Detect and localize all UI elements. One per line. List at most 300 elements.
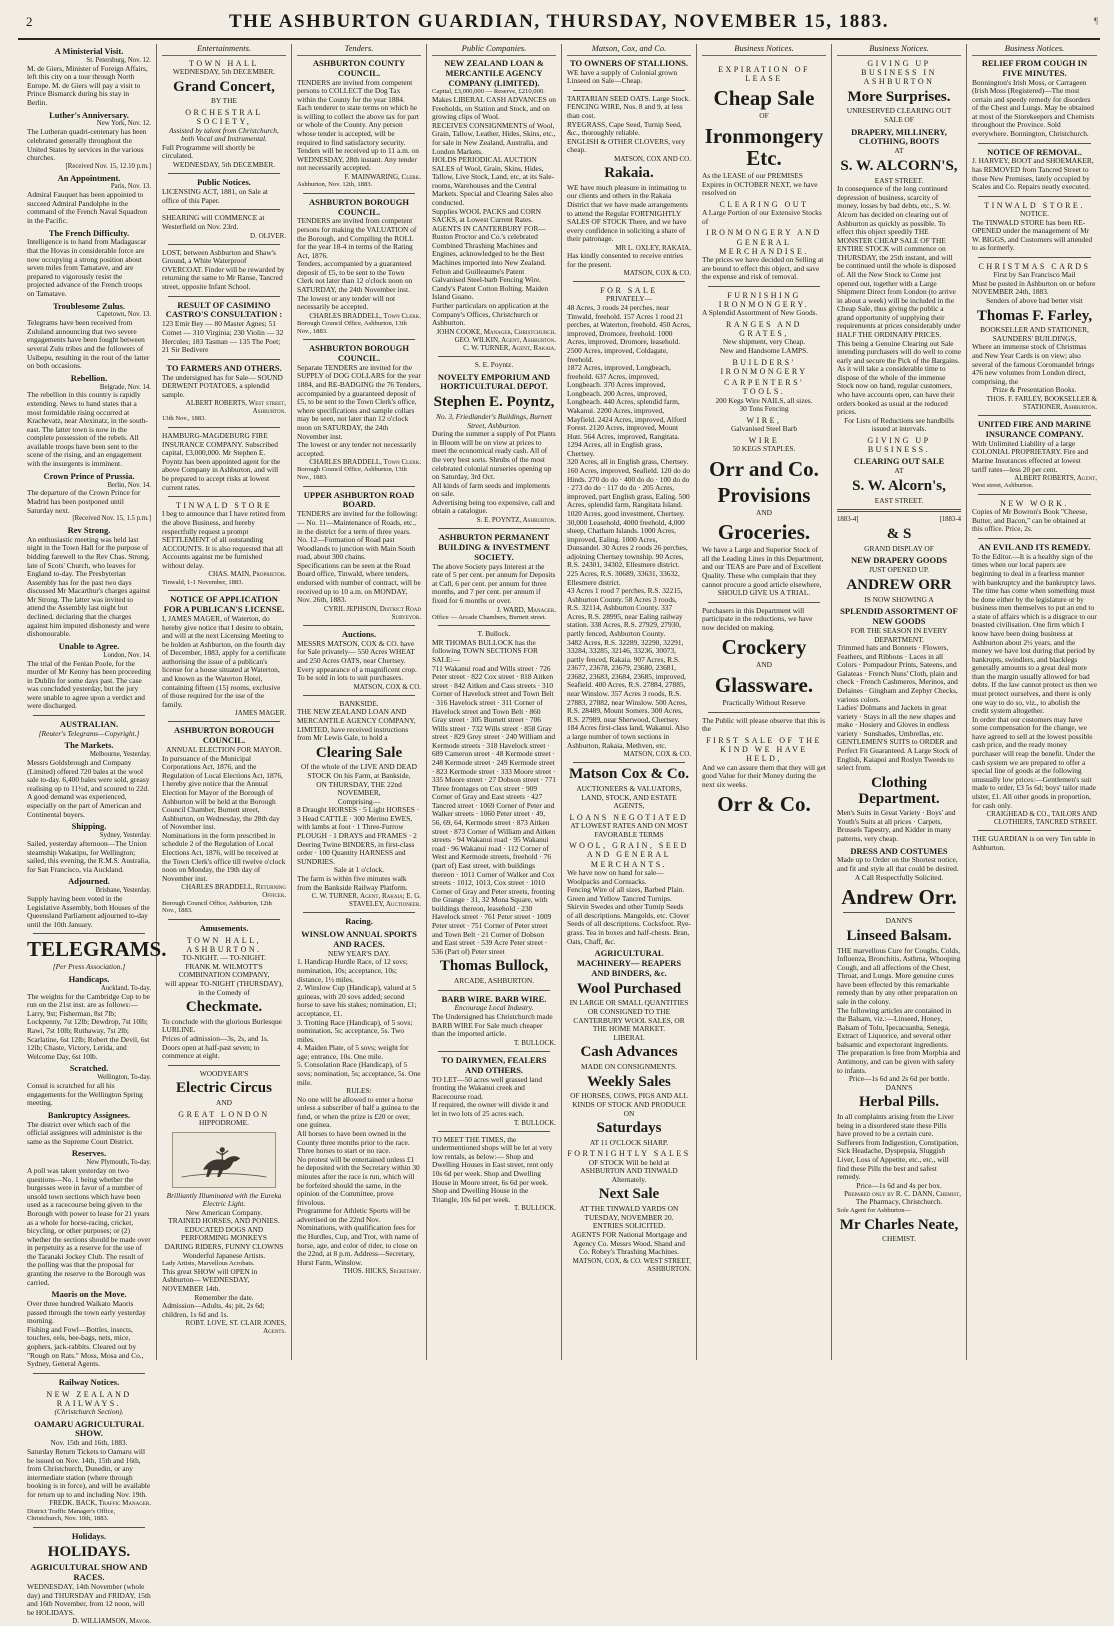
signature: MATSON, COX & CO. [353, 682, 421, 691]
centered-line: EAST STREET. [874, 175, 924, 185]
paragraph: HAMBURG-MAGDEBURG FIRE INSURANCE COMPANY. Subscribed capital, £3,000,000. Mr Stephen E. Poyntz has been appointed agent for the above Company in Ashburton, and will be prepared to accept risks at lowest current rates. [162, 431, 281, 492]
centered-line: DANN'S [885, 1082, 913, 1092]
paragraph: In all complaints arising from the Liver being in a disordered state these Pills have proved to be a certain cure. Sufferers from Indigestion, Constipation, Sick Headache, Dyspepsia, Sluggish Liver, Loss of Appetite, etc., etc., will find these Pills the best and safest remedy. [837, 1112, 959, 1182]
subheading: (Christchurch Section). [54, 1407, 124, 1417]
display-heading-large: Cheap Sale [713, 86, 815, 111]
paragraph: Purchasers in this Department will participate in the reductions, we have now decided on making. [702, 605, 813, 632]
centered-line: BOOKSELLER AND STATIONER, SAUNDERS' BUILDINGS, [980, 325, 1089, 343]
centered-line: BANKSIDE. [339, 698, 379, 708]
centered-line: AT [894, 146, 904, 156]
centered-line: PRIVATELY— [606, 294, 652, 304]
spaced-heading: LOANS NEGOTIATED [569, 812, 689, 822]
small-print: West street, Ashburton. [972, 482, 1034, 490]
paragraph: The above Society pays Interest at the rate of 5 per cent. per annum for Deposits at Call, 6 per cent. per annum for three months, and 7 per cent. per annum if fixed for 6 months or over. [432, 561, 556, 605]
dateline: Belgrade, Nov. 14. [99, 383, 151, 391]
article-heading: DRESS AND COSTUMES [850, 845, 948, 856]
column-rule [303, 625, 415, 626]
centered-line: ANNUAL ELECTION FOR MAYOR. [166, 745, 282, 755]
article-heading: Public Notices. [197, 177, 251, 188]
article-heading: ASHBURTON BOROUGH COUNCIL. [174, 725, 274, 746]
paragraph: I, JAMES MAGER, of Waterton, do hereby give notice that I desire to obtain, and will at the next Licensing Meeting to be holden at Ashburton, on the fourth day of December, 1883, apply for a certificate authorising the issue of a publican's license for a house situated at Waterton, and known as the Waterton Hotel, containing fifteen (15) rooms, exclusive of those required for the use of the family. [162, 613, 286, 709]
small-print: 13th Nov., 1883. [162, 415, 207, 423]
paragraph: TENDERS are invited from competent persons to COLLECT the Dog Tax within the County for the year 1884. Each tenderer to state terms on which he is willing to collect the above tax for part or whole of the County. Any person whose tender is accepted, will be required to find satisfactory security. [297, 77, 419, 147]
column-rule [303, 193, 415, 194]
spaced-heading: FURNISHING IRONMONGERY. [718, 290, 810, 310]
signature: ALBERT ROBERTS, West street, Ashburton. [185, 399, 286, 416]
article-heading: NEW DRAPERY GOODS [850, 555, 948, 566]
paragraph: 3482 Acres, R.S. 32289, 32290, 32291, 33284, 33285, 32146, 33236, 30073, partly fenced, Rakaia. 907 Acres, R.S. 23677, 23678, 23679, 23680, 23681, 23682, 23683, 23684, 23685, improved, Seafield. 400 Acres, R.S. 27884, 27885, near Winslow. 357 Acres 3 roods, R.S. 27883, 27882, near Winslow. 500 Acres, R.S. 28489, Mount Somers. 300 Acres, R.S. 27989, near Sherwood, Chertsey. [567, 637, 687, 724]
paragraph: Admiral Fauquet has been appointed to succeed Admiral Pandolphe in the command of the French Naval Squadron in the Pacific. [27, 190, 148, 226]
paragraph: 5. Consolation Race (Handicap), of 5 sovs; nomination, 5s; acceptance, 5s. One mile. [297, 1060, 421, 1087]
paragraph: 320 Acres, all in English grass, Chertsey. 160 Acres, improved, Seafield. 120 do do Hinds. 270 do do · 400 do do · 100 do do · 273 do do · 117 do do · 205 Acres, improved, part English grass, Ealing. 500 Acres, splendid farm, Rangitata Island. 1020 Acres, good investment, Chertsey. [567, 457, 690, 518]
signature: D. WILLIAMSON, Mayor. [72, 1617, 151, 1626]
signature: J. WARD, Manager. [496, 605, 556, 614]
subheading: [Per Press Association.] [52, 962, 126, 972]
paragraph: Felton and Guilleaume's Patent Galvanised Steel-barb Fencing Wire. [432, 266, 542, 285]
column-rule [978, 257, 1091, 258]
column-rule [978, 538, 1091, 539]
display-heading: More Surprises. [847, 88, 951, 105]
centered-line: For Lists of Reductions see handbills issued at intervals. [844, 415, 954, 434]
centered-line: Sale at 1 o'clock. [333, 865, 385, 875]
centered-line: AND [755, 660, 772, 670]
paragraph: Specifications can be seen at the Road Board office, Tinwald, where tenders, endorsed with number of contract, will be received up to 10 a.m. on MONDAY, Nov. 26th, 1883. [297, 560, 421, 605]
paragraph: RYEGRASS, Cape Seed, Turnip Seed, &c., thoroughly reliable. [567, 119, 682, 138]
paragraph: Fishing and Fowl—Bottles, insects, touches, eels, bee-bags, nets, mice, gophers, jack-rabbits. Cleared out by "Rough on Rats." Moss, Mosa and Co., Sydney, General Agents. [27, 1324, 144, 1369]
centered-line: New and Handsome LAMPS. [719, 346, 809, 356]
centered-line: AUCTIONEERS & VALUATORS, LAND, STOCK, AND ESTATE AGENTS, [576, 783, 682, 811]
paragraph: As it will take a considerable time to dispose of the whole of the immense Stock now on hand, regular customers, who have accounts open, can have their orders booked as usual at the reduced prices. [837, 364, 955, 417]
paragraph: Candy's Patent Cotton Bolting. Maiden Island Guano. [432, 283, 549, 302]
paragraph: I beg to announce that I have retired from the above Business, and hereby respectfully request a prompt SETTLEMENT of all outstanding ACCOUNTS. It is also requested that all Accounts against me be furnished without delay. [162, 509, 286, 570]
article-heading: Adjourned. [68, 876, 110, 887]
signature: CYRIL JEPHSON, District Road Surveyor. [323, 604, 421, 621]
centered-line: IN LARGE OR SMALL QUANTITIES OR CONSIGNED TO THE CANTERBURY WOOL SALES, OR THE HOME MARKET. [569, 998, 689, 1034]
paragraph: Fencing Wire of all sizes, Barbed Plain. Green and Yellow Tancred Turnips. Skirvin Swedes and other Turnip Seeds of all descriptions. Mangolds, etc. Clover Seeds of all descriptions. Cocksfoot. Rye-grass. Tea in boxes and half-chests. Bran, Oats, Chaff, &c. [567, 885, 691, 946]
spaced-heading: WIRE, [746, 415, 782, 425]
paragraph: Nominations in the form prescribed in schedule 2 of the Regulation of Local Elections Act, 1876, will be received at the Town Clerk's office till twelve o'clock noon on Monday, the 19th day of November inst. [162, 830, 286, 883]
paragraph: TO MEET THE TIMES, the undermentioned shops will be let at very low rentals, as below:— Shop and Dwelling Houses in East street, rent only 10s 6d per week. Shop and Dwelling House in Moore street, 6s 6d per week. Shop and Dwelling House in the Triangle, 10s 6d per week. [432, 1134, 554, 1204]
paragraph: 8 Draught HORSES · 5 Light HORSES · 3 Head CATTLE · 300 Merino EWES, with lambs at foot · 1 Three-Furrow PLOUGH · 1 DRAYS and FRAMES · 2 Deering Twine BINDERS, in first-class order · 100 Quantity HARNESS and SUNDRIES. [297, 805, 420, 866]
display-heading: Rakaia. [604, 165, 654, 182]
column-8 [967, 44, 1102, 1360]
signature: ALBERT ROBERTS, Agent, [1014, 474, 1097, 483]
column-rule [708, 712, 820, 713]
centered-line: OF [759, 111, 769, 121]
signature: MATSON, COX & CO. [623, 269, 691, 278]
column-rule [168, 496, 280, 497]
paragraph: Ladies' Dolmans and Jackets in great variety · Stays in all the new shapes and make · Hosiery and Gloves in endless variety · Sunshades, Umbrellas, etc. [837, 703, 956, 738]
display-heading: Herbal Pills. [859, 1094, 939, 1111]
signature: FREDK. BACK, Traffic Manager. [49, 1499, 151, 1508]
spaced-heading: TOWN HALL, ASHBURTON. [186, 935, 262, 954]
paragraph: MESSRS MATSON, COX & CO. have for Sale privately— 550 Acres WHEAT and 250 Acres OATS, near Chertsey. [297, 638, 415, 665]
spaced-heading: CLEARING OUT [719, 199, 809, 209]
paragraph: THE marvellous Cure for Coughs, Colds, Influenza, Bronchitis, Asthma, Whooping Cough, and all affections of the Chest, Throat, and Lungs. More genuine cures have been effected by this remarkable remedy than by any other preparation on sale in the colony. [837, 945, 961, 1007]
display-heading: Next Sale [598, 1186, 660, 1203]
paragraph: Made up to Order on the Shortest notice, and fit and style all that could be desired. [837, 855, 959, 874]
spaced-heading: TINWALD STORE. [984, 200, 1085, 210]
centered-line: AND [755, 507, 772, 517]
paragraph: The lowest or any tender will not necessarily be accepted. [297, 293, 396, 312]
paragraph: The Lutheran quadri-centenary has been celebrated generally throughout the United States by services in the various churches. [27, 127, 147, 163]
small-print: Office — Arcade Chambers, Burnett street. [432, 613, 547, 621]
column-rule [978, 143, 1091, 144]
paragraph: As the LEASE of our PREMISES Expires in OCTOBER NEXT, we have resolved on [702, 171, 818, 198]
column-rule [168, 209, 280, 210]
small-print: Sole Agent for Ashburton— [837, 1207, 912, 1215]
centered-line: DARING RIDERS, FUNNY CLOWNS [164, 1242, 284, 1252]
display-heading: Clearing Sale [315, 744, 403, 761]
article-heading: ASHBURTON PERMANENT BUILDING & INVESTMENT SOCIETY. [438, 532, 550, 562]
paragraph: Supply having been voted in the Legislative Assembly, both Houses of the Queensland Parliament adjourned to-day until the 10th January. [27, 893, 150, 929]
spaced-heading: TINWALD STORE [175, 501, 273, 511]
paragraph: With Unlimited Liability of a large COLONIAL PROPRIETARY. Fire and Marine Insurances effected at lowest tariff rates—less 20 per cent. [972, 438, 1089, 474]
column-6 [697, 44, 832, 1360]
centered-line: JUST OPENED UP. [868, 565, 930, 575]
paragraph: A Splendid Assortment of New Goods. [702, 308, 818, 318]
column-rule [303, 339, 415, 340]
centered-line: AND [215, 1098, 232, 1108]
paragraph: All horses to have been owned in the County three months prior to the race. Three horses to start or no race. [297, 1129, 410, 1156]
spaced-heading: CHRISTMAS CARDS [978, 261, 1091, 271]
dateline: [Received Nov. 15, 12.10 p.m.] [65, 162, 151, 170]
column-rule [843, 912, 955, 913]
article-heading: The French Difficulty. [48, 227, 130, 238]
centered-line: WEDNESDAY, 5th DECEMBER. [172, 159, 276, 169]
small-print: Borough Council Office, Ashburton, 13th Nov., 1883. [297, 466, 407, 481]
signature: THOS. F. FARLEY, BOOKSELLER & STATIONER, Ashburton. [986, 394, 1097, 412]
column-rule [438, 356, 550, 357]
paragraph: Messrs Goldsbrough and Company (Limited) offered 720 bales at the wool sale to-day. 6,400 bales were sold, greasy realising up to 11½d, and scoured to 22d. A good demand was experienced, especially on the part of American and Continental buyers. [27, 758, 150, 819]
spacer [702, 59, 826, 63]
article-heading: UNITED FIRE AND MARINE INSURANCE COMPANY. [977, 419, 1092, 439]
article-heading: TO OWNERS OF STALLIONS. [570, 57, 688, 68]
paragraph: GENTLEMEN'S SUITS to ORDER and Perfect Fit Guaranteed. A Large Stock of English, Kaiapoi and Roslyn Tweeds to select from. [837, 737, 958, 773]
signature: MATSON, COX, & CO. WEST STREET, ASHBURTON. [572, 1256, 691, 1273]
paragraph: The trial of the Fenian Poole, for the murder of Mr Kenny has been proceeding in Dublin for some days past. The case was concluded yesterday, but the jury were unable to agree upon a verdict and were discharged. [27, 658, 151, 711]
column-rule [438, 990, 550, 991]
column-section-heading: Business Notices. [702, 44, 826, 56]
article-heading: Unable to Agree. [58, 640, 120, 651]
paragraph: The Public will please observe that this is the [702, 715, 825, 734]
spaced-heading: WIRE [748, 435, 780, 445]
paragraph: ENGLISH & OTHER CLOVERS, very cheap. [567, 136, 686, 155]
column-2 [157, 44, 292, 1360]
paragraph: Further particulars on application at the Company's Offices, Christchurch or Ashburton. [432, 300, 549, 328]
paragraph: Separate TENDERS are invited for the SUPPLY of DOG COLLARS for the year 1884, and RE-BADGING the 76 Tenders, accompanied by a guaranteed deposit of £5, to be sent to the Town Clerk's office, where specifications and sample collars may be seen, not later than 12 o'clock noon on SATURDAY, the 24th November inst. [297, 362, 421, 441]
small-print: Tinwald, 1-1 November, 1883. [162, 578, 244, 586]
paragraph: The Undersigned has Christchurch made BARB WIRE For Sale much cheaper than the imported article. [432, 1012, 553, 1039]
centered-line: FOR THE SEASON IN EVERY DEPARTMENT. [850, 625, 948, 644]
paragraph: Makes LIBERAL CASH ADVANCES on Freeholds, on Station and Stock, and on growing clips of Wool. [432, 95, 557, 122]
display-heading: Electric Circus [176, 1080, 272, 1097]
display-heading-large: Groceries. [717, 520, 811, 545]
signature: MR L. OXLEY, RAKAIA, [615, 243, 691, 252]
small-print: Borough Council Office, Ashburton, 12th Nov., 1883. [162, 899, 272, 915]
paragraph: If required, the owner will divide it and let in two lots of 25 acres each. [432, 1100, 549, 1118]
column-5 [562, 44, 697, 1360]
article-heading: Scratched. [69, 1063, 109, 1074]
signature: T. BULLOCK. [513, 1038, 556, 1047]
paragraph: No protest will be entertained unless £1 be deposited with the Secretary within 30 minutes after the race is run, which will be forfeited should the same, in the opinion of the Committee, prove frivolous. [297, 1154, 420, 1207]
column-rule [438, 528, 550, 529]
paragraph: Consul is scratched for all his engagements for the Wellington Spring meeting. [27, 1081, 143, 1108]
column-section-heading: Business Notices. [837, 44, 961, 56]
column-rule [168, 244, 280, 245]
column-rule [168, 359, 280, 360]
display-heading: Stephen E. Poyntz, [433, 394, 555, 411]
dateline: Capetown, Nov. 13. [96, 311, 151, 319]
paragraph: TO LET—50 acres well grassed land fronting the Wakanui creek and Racecourse road. [432, 1074, 543, 1101]
paragraph: FENCING WIRE, Nos. 8 and 9, at less than cost. [567, 102, 683, 121]
paragraph: Where an immense stock of Christmas and New Year Cards is on view; also several of the famous Coromandel brings 476 new volumes from London direct, comprising, the [972, 342, 1095, 386]
season-label-right: [1883-4 [939, 516, 961, 524]
article-heading: BARB WIRE. BARB WIRE. [441, 993, 547, 1004]
subheading: [Reuter's Telegrams—Copyright.] [38, 728, 140, 738]
paragraph: Bonnington's Irish Moss, or Carrageen (Irish Moss (Registered)—The most certain and speedy remedy for disorders of the Chest and Lungs. May be obtained at most of the Storekeepers and Chemists throughout the Province. Sold everywhere. Bonnington, Christchurch. [972, 77, 1095, 139]
paragraph: THE NEW ZEALAND LOAN AND MERCANTILE AGENCY COMPANY, LIMITED, have received instructions from Mr Lewis Gale, to hold a [297, 707, 416, 743]
article-heading: Rev Strong. [67, 524, 111, 535]
article-heading: TO DAIRYMEN, FEALERS AND OTHERS. [441, 1054, 547, 1075]
display-heading-large: Orr & Co. [717, 792, 811, 817]
centered-line: WOODYEAR'S [199, 1068, 249, 1078]
paragraph: LICENSING ACT, 1881, on Sale at office of this Paper. [162, 187, 268, 205]
paragraph: The departure of the Crown Prince for Madrid has been postponed until Saturday next. [27, 488, 141, 515]
signature: MATSON, COX & CO. [623, 750, 691, 759]
paragraph: Sailed, yesterday afternoon—The Union steamship Wakatipu, for Wellington; sailed, this evening, the R.M.S. Australia, for San Francisco, via Auckland. [27, 838, 150, 874]
article-heading: Crown Prince of Prussia. [43, 470, 135, 481]
paragraph: Every appearance of a magnificent crop. [297, 664, 417, 674]
signature: F. MAINWARING, Clerk. [344, 172, 421, 181]
spaced-heading: RANGES AND GRATES, [726, 319, 802, 339]
centered-line: A Call Respectfully Solicited. [854, 872, 944, 882]
circus-engraving [172, 1132, 276, 1188]
centered-line: New shipment, very Cheap. [722, 337, 806, 347]
paragraph: This great SHOW will OPEN in Ashburton— WEDNESDAY, NOVEMBER 14th. [162, 1266, 258, 1293]
article-heading: Holidays. [71, 1530, 107, 1541]
paragraph: During the summer a supply of Pot Plants in Bloom will be on view at prices to meet the economical ready cash. All of the very best sorts. Shrubs of the most celebrated colonial nurseries opening up on Saturday, 3rd Oct. [432, 429, 556, 482]
paragraph: In consequence of the long continued depression of business, scarcity of money, losses by bad debts, etc., S. W. Alcorn has decided on clearing out of Ashburton as quickly as possible. To effect this object speedily THE MONSTER CHEAP SALE OF THE ENTIRE STOCK will commence on THURSDAY, the 25th instant, and will be continued until the whole is disposed of. All the New Stock to Come just opened out, together with a Large Shipment Direct from London (to arrive in about a week) will be included in the Cheap Sale, thus giving the public a grand opportunity of supplying their requirements at prices considerably under HALF THE ORDINARY PRICES. [837, 184, 961, 340]
centered-line: OF STOCK Will be held at ASHBURTON AND TINWALD Alternately. [580, 1157, 678, 1184]
article-heading: Racing. [345, 916, 373, 927]
article-heading: ASHBURTON COUNTY COUNCIL. [312, 57, 406, 78]
article-heading: Troublesome Zulus. [53, 300, 125, 311]
paragraph: Supplies WOOL PACKS and CORN SACKS, at Lowest Current Rates. [432, 206, 541, 225]
display-heading-large: Andrew Orr. [841, 885, 957, 910]
spaced-heading: WOOL, GRAIN, SEED AND GENERAL MERCHANTS. [569, 841, 689, 869]
dateline: New Plymouth, To-day. [86, 1159, 151, 1167]
subheading: No. 3, Friedlander's Buildings, Burnett Street, Ashburton. [436, 412, 552, 430]
dateline: [Received Nov. 15, 1.5 p.m.] [72, 515, 151, 523]
article-heading: RESULT OF CASIMINO CASTRO'S CONSULTATION : [165, 299, 283, 320]
column-rule [708, 286, 820, 287]
paragraph: TENDERS are invited for the following:— No. 11—Maintenance of Roads, etc., in the district for a term of three years. [297, 509, 418, 536]
column-3 [292, 44, 427, 1360]
article-heading: CLEARING OUT SALE [853, 456, 945, 467]
signature: CRAIGHEAD & CO., TAILORS AND CLOTHIERS, TANCRED STREET. [986, 810, 1097, 827]
centered-line: CHEMIST. [882, 1234, 916, 1244]
article-heading: DRAPERY, MILLINERY, CLOTHING, BOOTS [851, 126, 947, 147]
spaced-heading: EXPIRATION OF LEASE [718, 64, 810, 84]
display-heading: Mr Charles Neate, [839, 1216, 959, 1233]
dateline: Wellington, To-day. [97, 1074, 151, 1082]
centered-line: DANN'S [885, 916, 913, 926]
dateline: Brisbane, Yesterday. [95, 887, 151, 895]
centered-line: RULES: [346, 1086, 372, 1096]
display-heading-large: Crockery [721, 635, 807, 660]
signature: THOS. HICKS, Secretary. [343, 1267, 421, 1276]
centered-line: WEDNESDAY, 5th DECEMBER. [172, 67, 276, 77]
centered-line: ARCADE, ASHBURTON. [453, 976, 535, 986]
masthead [18, 10, 1100, 40]
paragraph: Doors open at half-past seven; to commence at eight. [162, 1042, 260, 1061]
centered-line: TRAINED HORSES, AND PONIES. [168, 1216, 280, 1226]
paragraph: M. de Giers, Minister of Foreign Affairs, left this city on a tour through North Europe. M. de Giers will pay a visit to Prince Bismarck during his stay in Berlin. [27, 63, 148, 108]
display-heading: Linseed Balsam. [846, 927, 952, 944]
centered-line: Prize & Presentation Books. [992, 385, 1077, 395]
column-rule [168, 919, 280, 920]
paragraph: 48 Acres, 3 roods 24 perches, near Tinwald, freehold. 157 Acres 1 rood 21 perches, at Waterton, freehold. 450 Acres, improved, Dromore, freehold. 1000 Acres, improved, Dromore, leasehold. 2500 Acres, improved, Coldagate, freehold. [567, 303, 691, 364]
display-heading: Checkmate. [185, 999, 263, 1016]
display-heading: Clothing Department. [858, 774, 940, 807]
paragraph: All kinds of farm seeds and implements on sale. [432, 480, 550, 499]
paragraph: HOLDS PERIODICAL AUCTION SALES of Wool, Grain, Skins, Hides, Tallow, Live Stock, Land, etc, at its Sale-rooms, Warehouses and the Central Markets. Special and Clearing Sales also conducted. [432, 155, 554, 208]
dateline: Sydney, Yesterday. [99, 832, 151, 840]
article-heading: The Markets. [64, 740, 114, 751]
signature: T. BULLOCK. [513, 1204, 556, 1213]
centered-line: Senders of above had better visit [986, 295, 1083, 305]
paragraph: Advertising being too expensive, call and obtain a catalogue. [432, 497, 555, 516]
display-heading-large: Provisions [717, 482, 811, 507]
centered-line: AGENTS FOR National Mortgage and Agency Co. Messrs Wood, Shand and Co. Robey's Thrashing Machines. [571, 1229, 687, 1257]
spaced-heading: TOWN HALL [189, 58, 259, 68]
signature: ROBT. LOVE, ST. CLAIR JONES, Agents. [185, 1319, 286, 1336]
paragraph: No. 12—Formation of Road past Woodlands to junction with Main South road, about 300 chains. [297, 535, 416, 562]
paragraph: The following articles are contained in the Balsam, viz.:—Linseed, Honey, Balsam of Tolu, Ipecacuanha, Senega, Extract of Liquorice, and several other balsamic and expectorant ingredients. The preparation is free from Morphia and Antimony, and can be given with safety to infants. [837, 1005, 961, 1075]
centered-line: TO-NIGHT. — TO-NIGHT. [182, 953, 266, 963]
paragraph: In pursuance of the Municipal Corporations Act, 1876, and the Regulation of Local Elections Act, 1876, I hereby give notice that the Annual Election for Mayor of the Borough of Ashburton will be held at the Borough Council Chamber, Burnett street, Ashburton, on Wednesday, the 28th day of November inst. [162, 753, 283, 832]
column-rule [978, 196, 1091, 197]
paragraph: RECEIVES CONSIGNMENTS of Wool, Grain, Tallow, Leather, Hides, Skins, etc., for sale in New Zealand, Australia, and London Markets. [432, 120, 556, 156]
paragraph: Intelligence is to hand from Madagascar that the Hovas in considerable force are now occupying a strong position about seven miles from Tamatave, and are prepared to vigorously resist the projected advance of the French troops on Tamatave. [27, 237, 147, 298]
signature: C. W. TURNER, Agent, Rakaia; E. G. STAVELEY, Auctioneer. [311, 892, 421, 909]
paragraph: 3. Trotting Race (Handicap), of 5 sovs; nomination, 5s; acceptance, 5s. Two miles. [297, 1017, 413, 1044]
paragraph: A Large Portion of our Extensive Stocks of [702, 208, 822, 226]
column-rule [33, 715, 145, 716]
paragraph: Full Programme will shortly be circulated. [162, 142, 255, 161]
display-heading-large: Orr and Co. [709, 456, 819, 481]
column-rule [303, 912, 415, 913]
page-columns [22, 43, 1102, 1626]
article-heading: Railway Notices. [58, 1376, 120, 1387]
article-heading: NOTICE OF REMOVAL. [987, 146, 1082, 157]
paragraph: TENDERS are invited from competent persons for making the VALUATION of the Borough, and Compiling the ROLL for the year 18-4 in terms of the Rating Act, 1876. [297, 216, 417, 260]
spaced-heading: CARPENTERS' TOOLS. [723, 378, 805, 397]
season-label-left: 1883-4] [837, 516, 859, 524]
column-7 [832, 44, 967, 1360]
subheading: Encourage Local Industry. [454, 1003, 534, 1013]
centered-line: HIPPODROME. [199, 1117, 249, 1127]
centered-line: Nov. 15th and 16th, 1883. [50, 1438, 128, 1448]
article-heading: Amusements. [199, 922, 249, 933]
centered-line: New American Company. [185, 1207, 263, 1217]
paragraph: Programme for Athletic Sports will be advertised on the 22nd Nov. [297, 1206, 411, 1224]
display-heading-large: TELEGRAMS. [27, 937, 167, 962]
paragraph: 711 Wakanui road and Wills street · 726 Peter street · 822 Cox street · 818 Aitken street · 842 Aitken and Cass streets · 310 Corner of Havelock street and Town Belt · 316 Havelock street · 311 Corner of Havelock street and Town Belt · 860 Gray street · 305 Burnett street · 706 Wills street · 732 Wills street · 858 Gray street · 829 Grey street · 240 William and Kermode streets · 318 Havelock street · 689 Cameron street · 48 Kermode street · 248 Kermode street · 249 Kermode street · 823 Kermode street · 333 Moore street · 335 Moore street · 27 Dobson street · 771 Three frontages on Cox street · 909 Corner of Gray and East streets · 427 Tancred street · 1069 Corner of Peter and Walker streets · 1060 Peter street · 49, 56, 69, 64, Kermode street · 873 Aitken street · 873 Corner of William and Aitken streets · 94 Wakanui road · 95 Wakanui road · 96 Wakanui road · 112 Corner of West and Kermode streets, freehold · 76 (part of) East street, with buildings thereon · 1011 Corner of Walker and Cox streets · 1012, 1013, Cox street · 1010 Corner of Gray and Peter streets, fronting the Grange · 31, 32 Mona Square, with buildings thereon, leasehold · 230 Havelock street · 761 Peter street · 1009 Peter street · 751 Corner of Peter street and Town Belt · 21 Corner of Dobson and East street · 539 Acre Peter street · 536 (Part of) Peter street [432, 663, 556, 956]
paragraph: The rebellion in this country is rapidly extending. News to hand states that a most formidable rising occurred at Krachevatz, near Alexinatz, in the south-east. The latter town is now in the complete possession of the rebels. All available troops have been sent to the scene of the rising, and an engagement with the insurgents is imminent. [27, 390, 148, 469]
article-heading: OAMARU AGRICULTURAL SHOW. [34, 1418, 144, 1439]
article-heading: SPLENDID ASSORTMENT OF NEW GOODS [840, 606, 958, 627]
display-heading: & S [886, 526, 912, 543]
horse-rider-illustration [173, 1133, 275, 1187]
article-heading: AGRICULTURAL SHOW AND RACES. [30, 1562, 148, 1583]
display-heading: Grand Concert, [173, 78, 275, 95]
article-heading: AN EVIL AND ITS REMEDY. [978, 541, 1091, 552]
centered-line: AT THE TINWALD YARDS ON TUESDAY, NOVEMBER 20. [579, 1204, 679, 1222]
article-heading: RELIEF FROM COUGH IN FIVE MINUTES. [981, 57, 1088, 78]
article-heading: Maoris on the Move. [51, 1289, 127, 1300]
paragraph: To conclude with the glorious Burlesque LURLINE. [162, 1016, 282, 1035]
column-rule [573, 281, 685, 282]
centered-line: IS NOW SHOWING A [864, 594, 934, 604]
column-rule [303, 695, 415, 696]
column-rule [168, 1065, 280, 1066]
paragraph: WE have a supply of Colonial grown Linseed on Sale—Cheap. [567, 67, 678, 86]
signature: MATSON, COX AND CO. [614, 154, 691, 163]
paragraph: To be sold in lots to suit purchasers. [297, 673, 404, 683]
signature: JOHN COOKE, Manager, Christchurch. [436, 327, 556, 336]
paragraph: Has kindly consented to receive entries for the present. [567, 250, 683, 269]
paragraph: An enthusiastic meeting was held last night in the Town Hall for the purpose of bidding farewell to the Rev Chas. Strong, late of Scots' Church, who leaves for England to-day. The Presbyterian Assembly has for the past two days discussed Mr Macarthur's charges against Mr Strong. The latter was invited to attend the Assembly last night but declined, declaring that the charges against him imputed dishonesty and were dishonourable. [27, 534, 151, 639]
column-rule [438, 1131, 550, 1132]
signature: T. BULLOCK. [513, 1118, 556, 1127]
paragraph: Over three hundred Waikato Maoris passed through the town early yesterday morning. [27, 1299, 146, 1326]
display-heading: S. W. Alcorn's, [852, 477, 946, 494]
column-section-heading: Entertainments. [162, 44, 286, 56]
display-heading-large: Ironmongery Etc. [704, 124, 824, 171]
centered-line: AT [894, 466, 904, 476]
display-heading: Cash Advances [580, 1044, 678, 1061]
column-rule [168, 173, 280, 174]
paragraph: In order that our customers may have some compensation for the change, we have agreed to sell at the lowest possible cash price, and the ready money purchaser will reap the benefit. Under the cash system we are prepared to offer a special line of goods at the following unusually low prices:—Gentlemen's suit made to order, £3 5s 6d; boys' tailor made ulster, £1. All other goods in proportion, for cash only. [972, 714, 1096, 810]
paragraph: This being a Genuine Clearing out Sale intending purchasers will do well to come early and secure the Pick of the Bargains. [837, 338, 961, 365]
centered-line: SHOULD GIVE US A TRIAL. [717, 588, 811, 598]
column-rule [573, 90, 685, 91]
spaced-heading: FOR SALE [600, 286, 658, 296]
dateline: New York, Nov. 12. [96, 120, 151, 128]
display-heading: S. W. ALCORN'S, [840, 157, 958, 174]
column-section-heading: Public Companies. [432, 44, 556, 56]
column-rule [573, 762, 685, 763]
spaced-heading: NEW ZEALAND RAILWAYS. [46, 1389, 132, 1408]
centered-line: EDUCATED DOGS AND PERFORMING MONKEYS [180, 1224, 268, 1243]
paragraph: The district over which each of the official assignees will administer is the same as the Supreme Court District. [27, 1119, 143, 1146]
centered-line: AT 11 O'CLOCK SHARP. [589, 1137, 669, 1147]
centered-line: FRANK M. WILMOTT'S COMBINATION COMPANY, [178, 961, 270, 980]
centered-line: OF HORSES, COWS, PIGS AND ALL KINDS OF STOCK AND PRODUCE ON [570, 1091, 688, 1118]
column-rule [978, 415, 1091, 416]
paragraph: 43 Acres 1 rood 7 perches, R.S. 32215, Ashburton County. 58 Acres 3 roods, R.S. 32114, Ashburton County. 337 Acres, R.S. 28995, near Ealing railway station. 338 Acres, R.S. 27929, 27930, partly fenced, Ashburton County. [567, 586, 683, 639]
paragraph: 123 Emir Bey — 80 Master Agnes; 51 Comet — 310 Virginia; 230 Violin — 32 Hercules; 183 Tasman — 135 The Poet; 21 Sir Bedivere [162, 319, 284, 355]
signature: CHAS. MAIN, Proprietor. [208, 570, 286, 579]
article-heading: AUSTRALIAN. [59, 718, 119, 729]
small-print: Lady Artists, Marvellous Acrobats. [162, 1260, 255, 1268]
display-heading: Weekly Sales [587, 1073, 671, 1090]
column-rule [168, 721, 280, 722]
paragraph: TARTARIAN SEED OATS. Large Stock. [567, 93, 691, 103]
paragraph: Copies of Mr Bowron's Book "Cheese, Butter, and Bacon," can be obtained at this office. Price, 2s. [972, 507, 1088, 534]
